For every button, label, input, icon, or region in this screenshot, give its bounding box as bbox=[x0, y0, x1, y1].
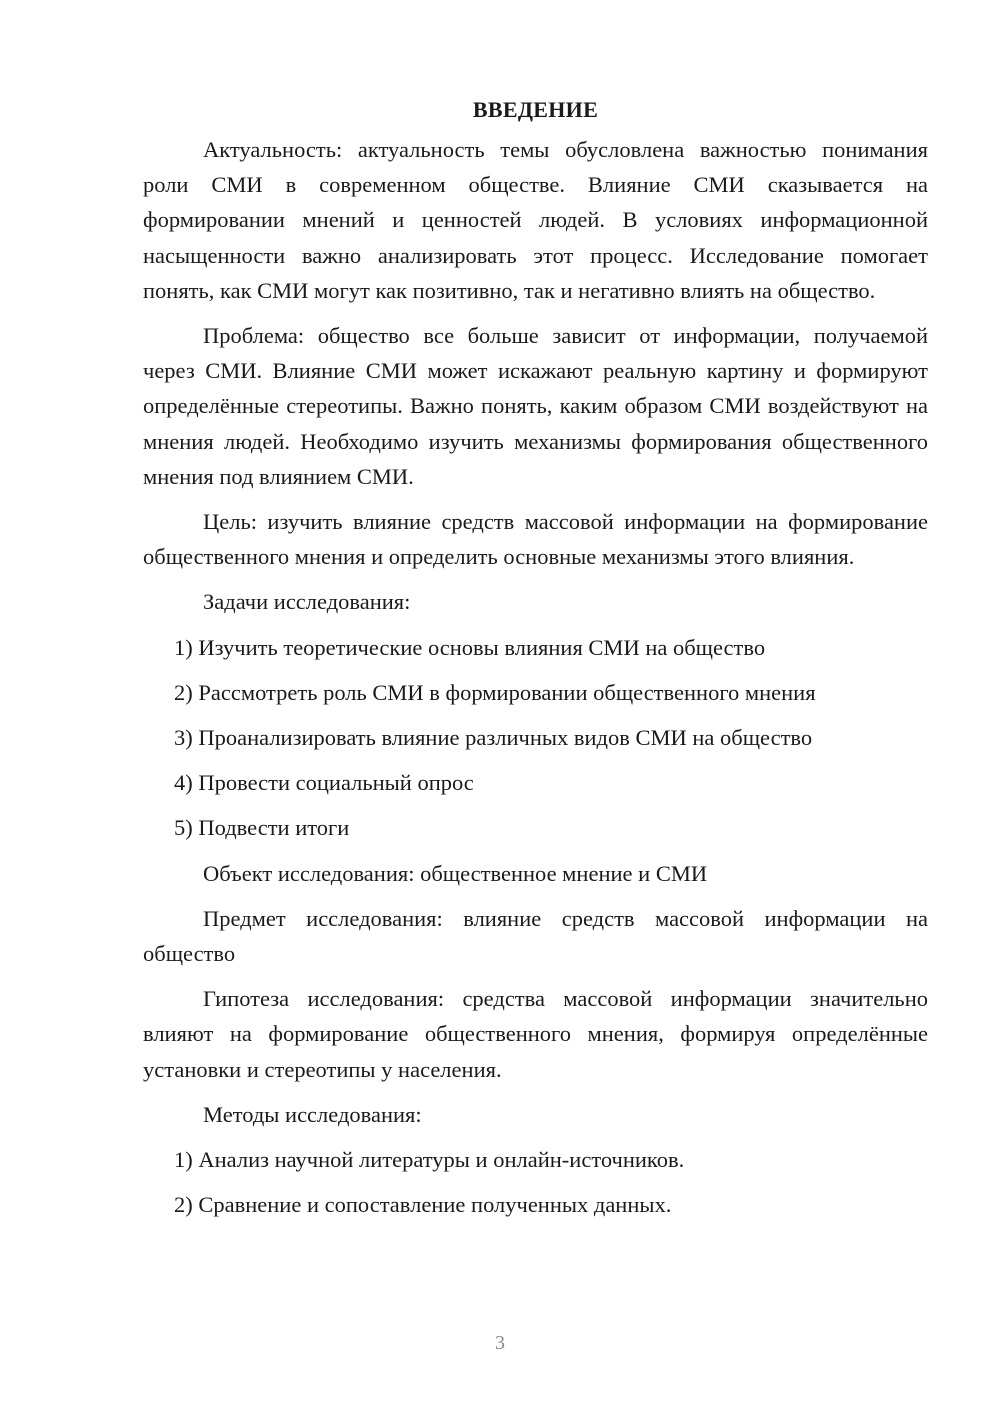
section-title: ВВЕДЕНИЕ bbox=[472, 97, 599, 122]
task-item: 3) Проанализировать влияние различных видов СМИ на общество bbox=[174, 725, 813, 751]
object-paragraph: Объект исследования: общественное мнение и СМИ bbox=[203, 860, 708, 886]
subject-paragraph: Предмет исследования: влияние средств массовой информации на общество bbox=[143, 905, 928, 967]
method-item: 1) Анализ научной литературы и онлайн-источников. bbox=[174, 1147, 685, 1173]
task-item: 5) Подвести итоги bbox=[174, 815, 350, 841]
goal-paragraph: Цель: изучить влияние средств массовой информации на формирование общественного мнения и определить основные механизмы этого влияния. bbox=[143, 509, 928, 570]
relevance-paragraph: Актуальность: актуальность темы обусловлена важностью понимания роли СМИ в современном обществе. Влияние СМИ сказывается на формировании мнений и ценностей людей. В условиях информационной насыщенности важно анализировать этот процесс. Исследование помогает понять, как СМИ могут как позитивно, так и негативно влиять на общество. bbox=[143, 137, 928, 303]
method-item: 2) Сравнение и сопоставление полученных данных. bbox=[174, 1192, 672, 1218]
task-item: 1) Изучить теоретические основы влияния СМИ на общество bbox=[174, 634, 766, 660]
problem-paragraph: Проблема: общество все больше зависит от информации, получаемой через СМИ. Влияние СМИ может искажают реальную картину и формируют определённые стереотипы. Важно понять, каким образом СМИ воздействуют на мнения людей. Необходимо изучить механизмы формирования общественного мнения под влиянием СМИ. bbox=[143, 323, 928, 489]
page-number: 3 bbox=[495, 1332, 505, 1354]
task-item: 2) Рассмотреть роль СМИ в формировании общественного мнения bbox=[174, 679, 816, 705]
methods-heading: Методы исследования: bbox=[203, 1101, 422, 1127]
task-item: 4) Провести социальный опрос bbox=[174, 770, 474, 796]
tasks-heading: Задачи исследования: bbox=[203, 589, 411, 615]
hypothesis-paragraph: Гипотеза исследования: средства массовой информации значительно влияют на формирование общественного мнения, формируя определённые установки и стереотипы у населения. bbox=[143, 986, 928, 1082]
document-page bbox=[143, 92, 928, 1232]
